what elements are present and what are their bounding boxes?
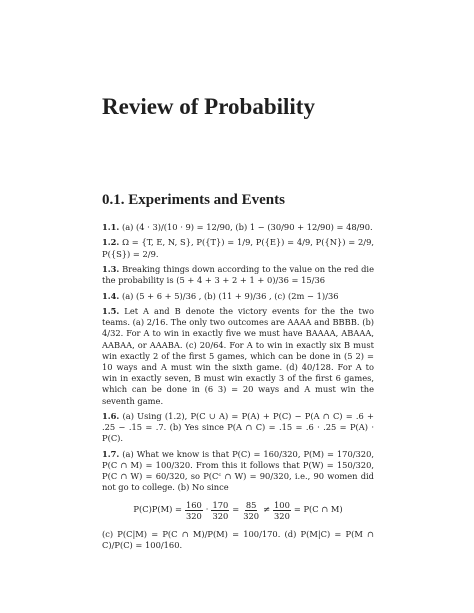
exercise-text: Ω = {T, E, N, S}, P({T}) = 1/9, P({E}) = 4/9, P({N}) = 2/9, P({S}) = 2/9. [102,237,374,259]
denominator: 320 [212,510,229,521]
exercise-1-1 [102,222,374,233]
exercise-text: (a) (5 + 6 + 5)/36 , (b) (11 + 9)/36 , (c) (2m − 1)/36 [119,290,339,301]
numerator: 85 [245,499,257,510]
section-title: 0.1. Experiments and Events [102,192,285,208]
exercise-text: Breaking things down according to the value on the red die the probability is (5 + 4 + 3 + 2 + 1 + 0)/36 = 15/36 [102,263,374,286]
fraction [211,500,229,521]
numerator: 170 [212,499,229,510]
fraction [242,500,260,521]
equation-lhs: P(C)P(M) = [133,504,182,515]
not-equal-sign: ≠ [263,504,271,515]
equals-sign: = [232,504,240,515]
exercise-number: 1.7. [102,448,120,459]
numerator: 100 [274,499,290,510]
exercise-number: 1.3. [102,263,120,274]
body-text [102,222,374,555]
exercise-text: (a) (4 · 3)/(10 · 9) = 12/90, (b) 1 − (30/90 + 12/90) = 48/90. [119,222,373,232]
fraction [185,500,203,521]
exercise-text: (a) What we know is that P(C) = 160/320, P(M) = 170/320, P(C ∩ M) = 100/320. From this it follows that P(W) = 150/320, P(C ∩ W) = 60/320, so P(Cᶜ ∩ W) = 90/320, i.e., 90 women did not go to college. (b) No since [102,448,374,493]
denominator: 320 [185,510,202,521]
dot-operator: · [205,504,209,515]
exercise-text: (a) Using (1.2), P(C ∪ A) = P(A) + P(C) − P(A ∩ C) = .6 + .25 − .15 = .7. (b) Yes since P(A ∩ C) = .15 = .6 · .25 = P(A) · P(C). [102,410,374,444]
exercise-number: 1.4. [102,290,120,301]
equation-rhs: = P(C ∩ M) [293,504,343,515]
exercise-number: 1.2. [102,237,120,248]
exercise-1-7-continued: (c) P(C|M) = P(C ∩ M)/P(M) = 100/170. (d) P(M|C) = P(M ∩ C)/P(C) = 100/160. [102,528,374,550]
denominator: 320 [243,510,260,521]
exercise-1-3 [102,264,374,286]
exercise-1-6 [102,411,374,445]
exercise-number: 1.1. [102,222,120,232]
exercise-1-5 [102,306,374,407]
exercise-1-7 [102,449,374,494]
exercise-number: 1.5. [102,305,120,316]
denominator: 320 [274,510,290,521]
exercise-text: Let A and B denote the victory events for the the two teams. (a) 2/16. The only two outcomes are AAAA and BBBB. (b) 4/32. For A to win in exactly five we must have BAAAA, ABAAA, AABAA, or AAABA. (c) 20/64. For A to win in exactly six B must win exactly 2 of the first 5 games, which can be done in (5 2) = 10 ways and A must win the sixth game. (d) 40/128. For A to win in exactly seven, B must win exactly 3 of the first 6 games, which can be done in (6 3) = 20 ways and A must win the seventh game. [102,305,374,406]
exercise-number: 1.6. [102,410,120,421]
chapter-title: Review of Probability [102,94,315,119]
exercise-1-4 [102,291,374,302]
exercise-1-2 [102,237,374,259]
fraction [273,500,291,521]
display-equation [102,500,374,521]
numerator: 160 [185,499,202,510]
